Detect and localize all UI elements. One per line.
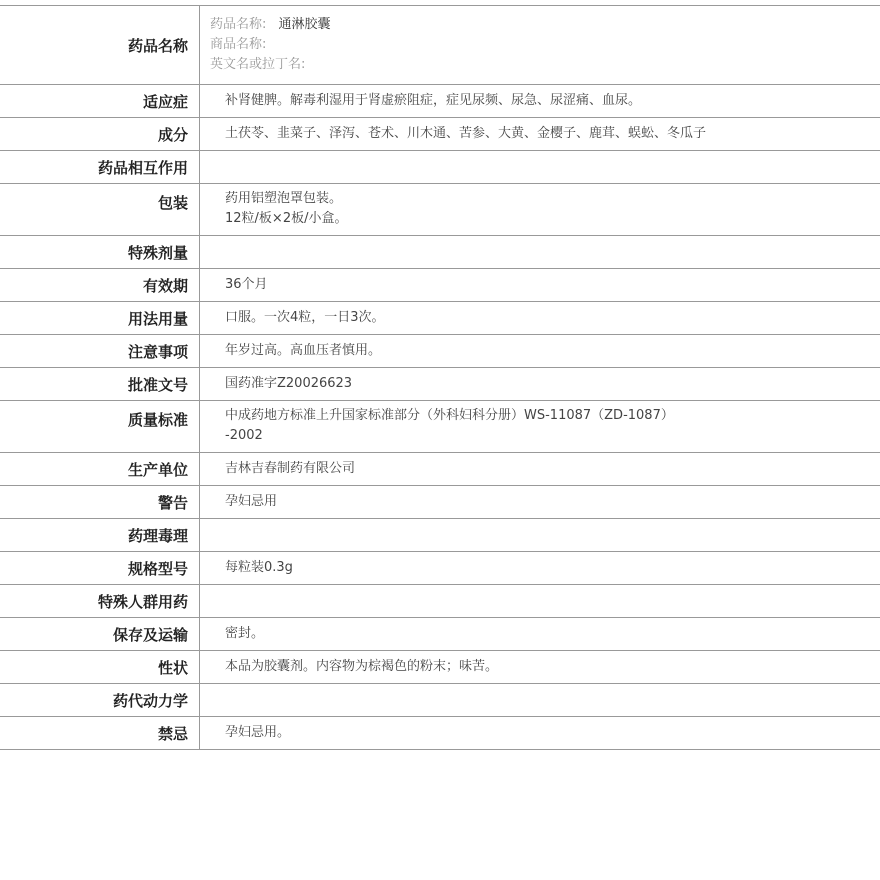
- spec-row-value: [200, 552, 880, 584]
- spec-rows: [0, 85, 880, 750]
- spec-row-label: 药代动力学: [0, 684, 200, 716]
- spec-row-label: 包装: [0, 184, 200, 235]
- spec-row-value-line: 口服。一次4粒，一日3次。: [225, 310, 385, 325]
- spec-row-label: 用法用量: [0, 302, 200, 334]
- spec-row-value: [200, 684, 880, 716]
- spec-row-value: [200, 151, 880, 183]
- spec-row-value: [200, 401, 880, 452]
- spec-row-value-line: 12粒/板×2板/小盒。: [225, 211, 348, 226]
- spec-row-label: 规格型号: [0, 552, 200, 584]
- spec-row-label: 药理毒理: [0, 519, 200, 551]
- spec-row-label: 生产单位: [0, 453, 200, 485]
- spec-row: [0, 302, 880, 335]
- spec-row: [0, 85, 880, 118]
- spec-row: [0, 486, 880, 519]
- generic-name-value: 通淋胶囊: [278, 17, 331, 32]
- spec-row: [0, 236, 880, 269]
- spec-row-label: 警告: [0, 486, 200, 518]
- spec-row-label: 成分: [0, 118, 200, 150]
- spec-row-value-line: 孕妇忌用。: [225, 725, 291, 740]
- spec-row-value: [200, 302, 880, 334]
- spec-row: [0, 651, 880, 684]
- generic-name-label: 药品名称:: [210, 17, 267, 32]
- spec-row-label: 禁忌: [0, 717, 200, 749]
- drug-name-label: 药品名称: [0, 6, 200, 84]
- spec-row: [0, 335, 880, 368]
- spec-row-value-line: 国药准字Z20026623: [225, 376, 353, 391]
- spec-row-label: 药品相互作用: [0, 151, 200, 183]
- spec-row-label: 适应症: [0, 85, 200, 117]
- spec-row-value-line: 补肾健脾。解毒利湿用于肾虚瘀阻症，症见尿频、尿急、尿涩痛、血尿。: [225, 93, 642, 108]
- spec-row: [0, 269, 880, 302]
- spec-row: [0, 401, 880, 453]
- spec-row-value-line: 土茯苓、韭菜子、泽泻、苍术、川木通、苦参、大黄、金樱子、鹿茸、蜈蚣、冬瓜子: [225, 126, 707, 141]
- spec-row-value: [200, 335, 880, 367]
- spec-row-label: 特殊人群用药: [0, 585, 200, 617]
- spec-row: [0, 118, 880, 151]
- spec-row: [0, 184, 880, 236]
- spec-row-value: [200, 651, 880, 683]
- spec-row-value: [200, 585, 880, 617]
- spec-row: [0, 684, 880, 717]
- spec-row-value-line: 孕妇忌用: [225, 494, 278, 509]
- english-name-label: 英文名或拉丁名:: [210, 57, 306, 72]
- spec-row-value: [200, 717, 880, 749]
- spec-row-value-line: 本品为胶囊剂。内容物为棕褐色的粉末；味苦。: [225, 659, 499, 674]
- drug-name-values: [200, 6, 880, 84]
- spec-row-value: [200, 368, 880, 400]
- spec-row-value-line: 每粒装0.3g: [225, 560, 293, 575]
- spec-row-value: [200, 519, 880, 551]
- spec-row-value: [200, 118, 880, 150]
- drug-spec-table: [0, 5, 880, 750]
- spec-row-value: [200, 453, 880, 485]
- drug-name-row: [0, 6, 880, 85]
- spec-row-value-line: -2002: [225, 428, 263, 443]
- spec-row-value-line: 药用铝塑泡罩包装。: [225, 191, 343, 206]
- spec-row-label: 注意事项: [0, 335, 200, 367]
- spec-row-value-line: 吉林吉春制药有限公司: [225, 461, 356, 476]
- spec-row: [0, 585, 880, 618]
- spec-row-value-line: 密封。: [225, 626, 265, 641]
- spec-row-value-line: 年岁过高。高血压者慎用。: [225, 343, 382, 358]
- spec-row-label: 特殊剂量: [0, 236, 200, 268]
- spec-row-value: [200, 269, 880, 301]
- spec-row-label: 性状: [0, 651, 200, 683]
- spec-row-value: [200, 486, 880, 518]
- spec-row-label: 批准文号: [0, 368, 200, 400]
- spec-row-value-line: 36个月: [225, 277, 268, 292]
- spec-row: [0, 368, 880, 401]
- spec-row: [0, 618, 880, 651]
- spec-row-value: [200, 618, 880, 650]
- spec-row: [0, 519, 880, 552]
- spec-row-label: 有效期: [0, 269, 200, 301]
- spec-row-label: 保存及运输: [0, 618, 200, 650]
- spec-row: [0, 151, 880, 184]
- spec-row: [0, 717, 880, 750]
- spec-row: [0, 552, 880, 585]
- spec-row-value: [200, 184, 880, 235]
- trade-name-label: 商品名称:: [210, 37, 267, 52]
- spec-row-label: 质量标准: [0, 401, 200, 452]
- spec-row: [0, 453, 880, 486]
- spec-row-value-line: 中成药地方标准上升国家标准部分（外科妇科分册）WS-11087（ZD-1087）: [225, 408, 674, 423]
- spec-row-value: [200, 236, 880, 268]
- spec-row-value: [200, 85, 880, 117]
